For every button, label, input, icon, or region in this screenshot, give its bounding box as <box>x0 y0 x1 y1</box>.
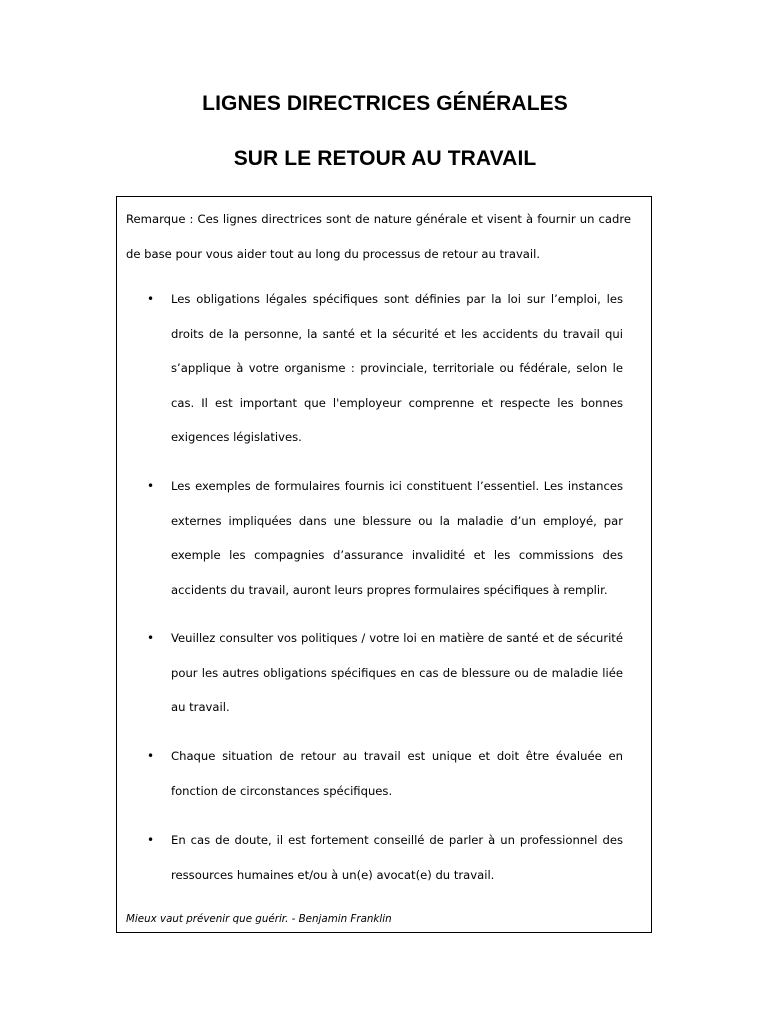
remark-paragraph: Remarque : Ces lignes directrices sont de nature générale et visent à fournir un cadre de base pour vous aider tout au long du processus de retour au travail. <box>126 212 631 261</box>
footer-quote: Mieux vaut prévenir que guérir. - Benjamin Franklin <box>126 913 392 925</box>
list-item-text: Chaque situation de retour au travail est unique et doit être évaluée en fonction de circonstances spécifiques. <box>171 749 623 798</box>
list-item-text: Les obligations légales spécifiques sont définies par la loi sur l’emploi, les droits de la personne, la santé et la sécurité et les accidents du travail qui s’applique à votre organisme : provinciale, territoriale ou fédérale, selon le cas. Il est important que l'employeur comprenne et respecte les bonnes exigences législatives. <box>171 292 623 444</box>
bullet-icon: • <box>147 292 155 306</box>
bullet-icon: • <box>147 749 155 763</box>
document-title-line-2: SUR LE RETOUR AU TRAVAIL <box>233 147 537 170</box>
list-item-text: Veuillez consulter vos politiques / votre loi en matière de santé et de sécurité pour les autres obligations spécifiques en cas de blessure ou de maladie liée au travail. <box>171 631 623 714</box>
list-item-text: En cas de doute, il est fortement conseillé de parler à un professionnel des ressources humaines et/ou à un(e) avocat(e) du travail. <box>171 833 623 882</box>
bullet-icon: • <box>147 631 155 645</box>
list-item-text: Les exemples de formulaires fournis ici constituent l’essentiel. Les instances externes impliquées dans une blessure ou la maladie d’un employé, par exemple les compagnies d’assurance invalidité et les commissions des accidents du travail, auront leurs propres formulaires spécifiques à remplir. <box>171 479 623 597</box>
bullet-icon: • <box>147 833 155 847</box>
bullet-icon: • <box>147 479 155 493</box>
document-title-line-1: LIGNES DIRECTRICES GÉNÉRALES <box>202 92 568 115</box>
guidelines-box <box>116 196 652 933</box>
